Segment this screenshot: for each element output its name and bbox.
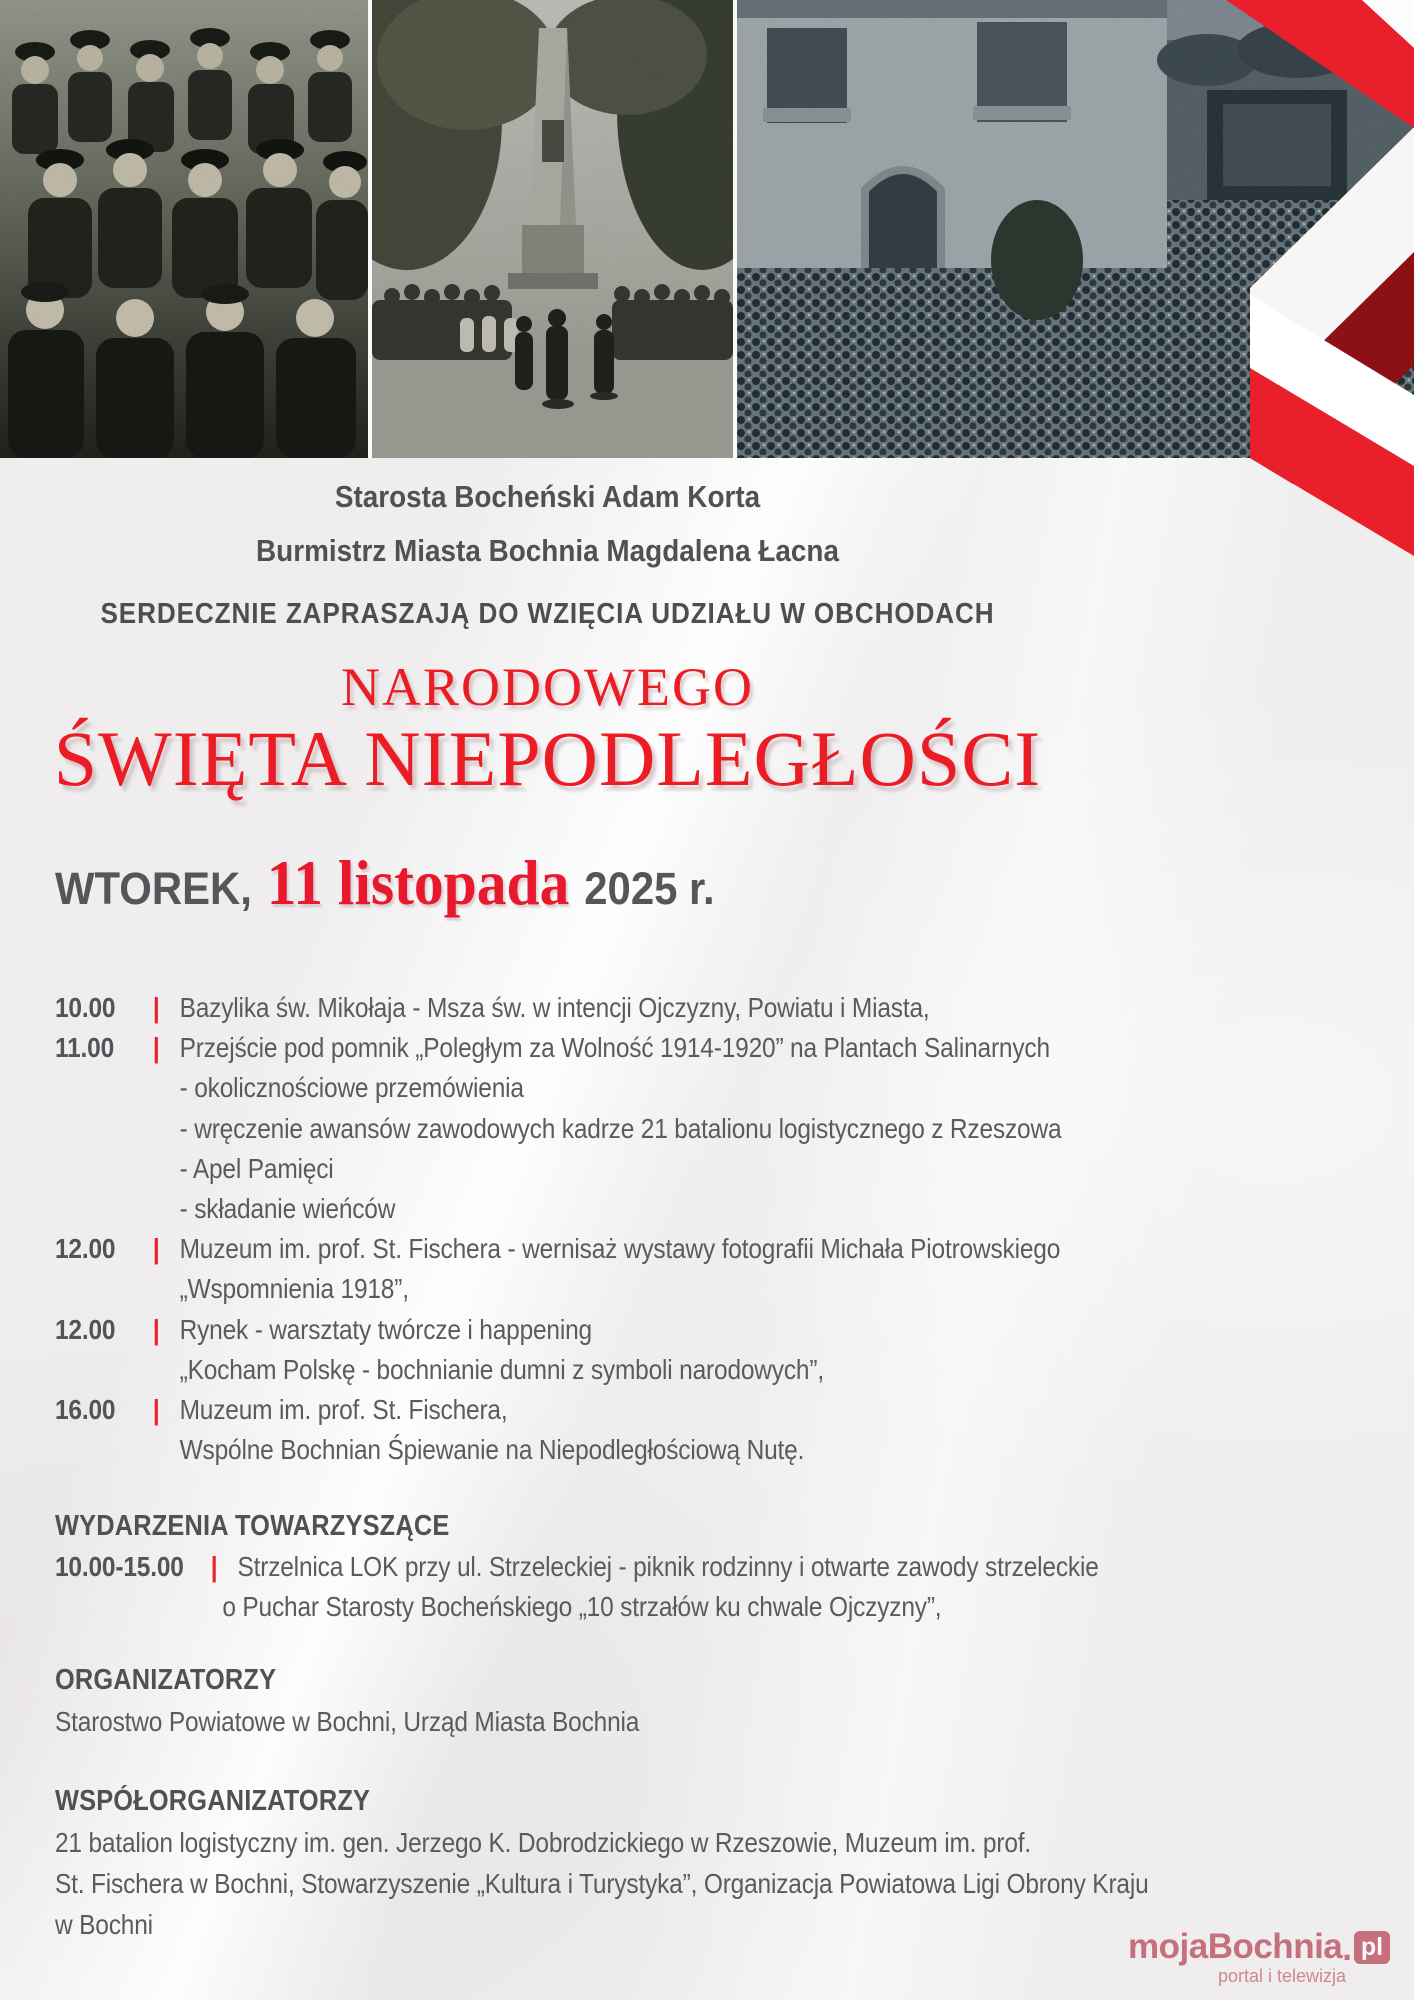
event-title-line-2: ŚWIĘTA NIEPODLEGŁOŚCI: [53, 715, 1042, 802]
photo-strip: [0, 0, 1414, 458]
time-separator: |: [210, 1551, 218, 1582]
date-weekday: WTOREK,: [55, 863, 252, 914]
side-events-subline: o Puchar Starosty Bocheńskiego „10 strzałów ku chwale Ojczyzny”,: [222, 1591, 942, 1623]
side-events-block: [55, 1505, 1390, 1627]
logo-name: mojaBochnia: [1128, 1927, 1343, 1966]
host-line-1: Starosta Bocheński Adam Korta: [334, 479, 761, 514]
schedule-text: Muzeum im. prof. St. Fischera - wernisaż wystawy fotografii Michała Piotrowskiego: [179, 1233, 1061, 1265]
co-organizers-line-2: St. Fischera w Bochni, Stowarzyszenie „Kultura i Turystyka”, Organizacja Powiatowa Ligi Obrony Kraju: [55, 1868, 1149, 1899]
schedule-subline-text: - Apel Pamięci: [179, 1152, 334, 1184]
schedule-subline: [55, 1149, 1390, 1189]
schedule-item: [55, 988, 1390, 1028]
event-title: [0, 658, 1095, 802]
time-separator: |: [152, 1032, 160, 1064]
photo-group-portrait: [0, 0, 368, 458]
schedule-time: 10.00: [55, 992, 116, 1023]
schedule-item: [55, 1229, 1390, 1269]
schedule-text: Rynek - warsztaty twórcze i happening: [179, 1313, 593, 1345]
side-events-heading: WYDARZENIA TOWARZYSZĄCE: [55, 1510, 450, 1542]
invitation-line: SERDECZNIE ZAPRASZAJĄ DO WZIĘCIA UDZIAŁU W OBCHODACH: [100, 598, 995, 630]
schedule-text: Bazylika św. Mikołaja - Msza św. w intencji Ojczyzny, Powiatu i Miasta,: [179, 992, 930, 1023]
time-separator: |: [152, 1233, 160, 1265]
schedule-item: [55, 1028, 1390, 1068]
side-events-text: Strzelnica LOK przy ul. Strzeleckiej - piknik rodzinny i otwarte zawody strzeleckie: [237, 1551, 1099, 1582]
photo-crowd-building: [737, 0, 1414, 458]
schedule-time: 16.00: [55, 1394, 116, 1426]
event-date: [55, 846, 715, 920]
schedule-subline: [55, 1189, 1390, 1229]
schedule-list: [55, 988, 1390, 1470]
photo-monument-ceremony: [372, 0, 733, 458]
schedule-item: [55, 1310, 1390, 1350]
organizers-block: [55, 1659, 1390, 1742]
organizers-heading: ORGANIZATORZY: [55, 1664, 277, 1696]
side-events-time: 10.00-15.00: [55, 1551, 184, 1582]
schedule-text: Przejście pod pomnik „Poległym za Wolność 1914-1920” na Plantach Salinarnych: [179, 1032, 1050, 1064]
logo-wordmark: [1128, 1927, 1390, 1968]
time-separator: |: [152, 1313, 160, 1345]
schedule-subline-text: - okolicznościowe przemówienia: [179, 1072, 524, 1104]
schedule-subline: [55, 1109, 1390, 1149]
logo-tld-badge: pl: [1354, 1931, 1390, 1964]
schedule-subline: [55, 1430, 1390, 1470]
schedule-text: Muzeum im. prof. St. Fischera,: [179, 1394, 508, 1426]
co-organizers-heading: WSPÓŁORGANIZATORZY: [55, 1785, 371, 1817]
schedule-time: 12.00: [55, 1313, 116, 1345]
moja-bochnia-logo: [1128, 1927, 1390, 1986]
hosts-block: [0, 470, 1095, 636]
logo-dot: .: [1342, 1929, 1352, 1968]
time-separator: |: [152, 1394, 160, 1426]
host-line-2: Burmistrz Miasta Bochnia Magdalena Łacna: [256, 533, 839, 568]
schedule-subline: [55, 1350, 1390, 1390]
schedule-time: 11.00: [55, 1032, 115, 1064]
side-events-item: [55, 1547, 1390, 1587]
schedule-subline-text: „Kocham Polskę - bochnianie dumni z symboli narodowych”,: [179, 1353, 824, 1385]
schedule-subline: [55, 1068, 1390, 1108]
co-organizers-block: [55, 1780, 1390, 1945]
schedule-subline-text: „Wspomnienia 1918”,: [179, 1273, 409, 1305]
schedule-subline-text: - składanie wieńców: [179, 1193, 396, 1225]
organizers-text: Starostwo Powiatowe w Bochni, Urząd Miasta Bochnia: [55, 1706, 640, 1737]
schedule-time: 12.00: [55, 1233, 116, 1265]
co-organizers-line-1: 21 batalion logistyczny im. gen. Jerzego K. Dobrodzickiego w Rzeszowie, Muzeum im. prof.: [55, 1827, 1032, 1858]
co-organizers-line-3: w Bochni: [55, 1909, 153, 1940]
time-separator: |: [152, 992, 160, 1023]
schedule-subline: [55, 1269, 1390, 1309]
date-year: 2025 r.: [584, 863, 715, 914]
date-day-month: 11 listopada: [266, 847, 570, 918]
event-title-line-1: NARODOWEGO: [341, 657, 754, 717]
schedule-subline-text: - wręczenie awansów zawodowych kadrze 21 batalionu logistycznego z Rzeszowa: [179, 1112, 1062, 1144]
logo-tagline: portal i telewizja: [1217, 1966, 1346, 1986]
schedule-subline-text: Wspólne Bochnian Śpiewanie na Niepodległościową Nutę.: [179, 1434, 805, 1466]
schedule-item: [55, 1390, 1390, 1430]
